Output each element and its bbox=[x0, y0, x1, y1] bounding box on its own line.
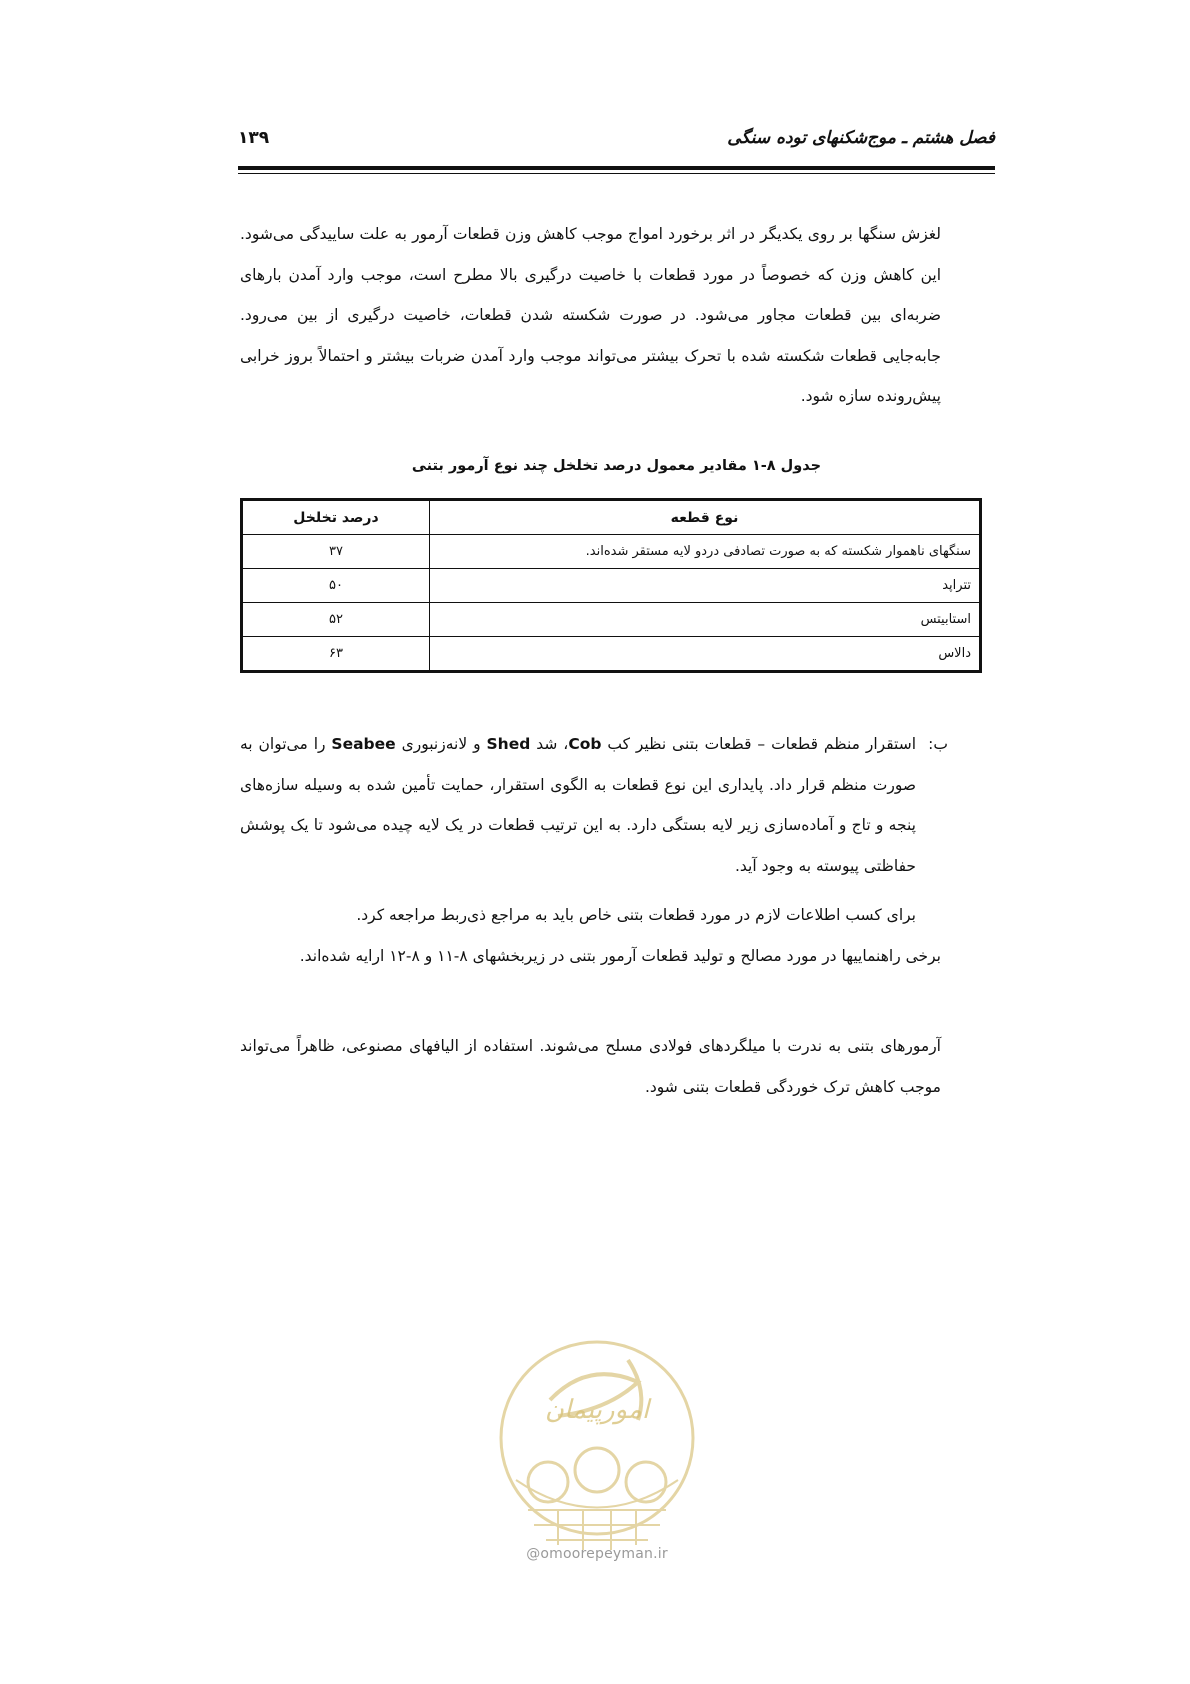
paragraph-guidance: برخی راهنماییها در مورد مصالح و تولید قطعات آرمور بتنی در زیربخشهای ۸-۱۱ و ۸-۱۲ ارایه شده‌اند. bbox=[299, 947, 941, 965]
page-number: ۱۳۹ bbox=[238, 128, 270, 148]
table-row bbox=[242, 637, 981, 672]
header-unit-type: نوع قطعه bbox=[430, 500, 981, 535]
table-header-row bbox=[242, 500, 981, 535]
paragraph-references: برای کسب اطلاعات لازم در مورد قطعات بتنی خاص باید به مراجع ذی‌ربط مراجعه کرد. bbox=[356, 906, 916, 924]
table-row bbox=[242, 535, 981, 569]
running-header bbox=[238, 128, 995, 158]
term-shed: Shed bbox=[486, 735, 531, 753]
table-row bbox=[242, 603, 981, 637]
header-rule-thick bbox=[238, 166, 995, 170]
paragraph-reinforcement: آرمورهای بتنی به ندرت با میلگردهای فولادی مسلح می‌شوند. استفاده از الیافهای مصنوعی، ظاهراً می‌تواند موجب کاهش ترک خوردگی قطعات بتنی شود. bbox=[240, 1037, 941, 1096]
list-marker-b: ب: bbox=[928, 735, 948, 753]
text-segment: ، شد bbox=[530, 735, 569, 753]
cell-porosity: ۶۳ bbox=[242, 637, 430, 672]
logo-lettering: امورپیمان bbox=[544, 1395, 650, 1425]
cell-unit-type: دالاس bbox=[430, 637, 981, 672]
cell-unit-type: استابیتس bbox=[430, 603, 981, 637]
table-caption: جدول ۸-۱ مقادیر معمول درصد تخلخل چند نوع آرمور بتنی bbox=[411, 458, 822, 474]
text-segment: و لانه‌زنبوری bbox=[395, 735, 487, 753]
term-seabee: Seabee bbox=[331, 735, 396, 753]
header-porosity: درصد تخلخل bbox=[242, 500, 430, 535]
chapter-title: فصل هشتم ـ موج‌شکنهای توده سنگی bbox=[727, 128, 995, 148]
term-cob: Cob bbox=[568, 735, 602, 753]
cell-porosity: ۳۷ bbox=[242, 535, 430, 569]
cell-unit-type: سنگهای ناهموار شکسته که به صورت تصادفی دردو لایه مستقر شده‌اند. bbox=[430, 535, 981, 569]
porosity-table bbox=[240, 498, 982, 673]
header-rule-thin bbox=[238, 173, 995, 174]
paragraph-regular-placement bbox=[240, 724, 916, 886]
gear-icon bbox=[528, 1448, 666, 1502]
cell-unit-type: تتراپد bbox=[430, 569, 981, 603]
cell-porosity: ۵۰ bbox=[242, 569, 430, 603]
text-segment: استقرار منظم قطعات – قطعات بتنی نظیر کب bbox=[601, 735, 917, 753]
watermark-site: @omoorepeyman.ir bbox=[526, 1546, 668, 1562]
table-row bbox=[242, 569, 981, 603]
watermark-logo bbox=[488, 1320, 706, 1580]
cell-porosity: ۵۲ bbox=[242, 603, 430, 637]
text-segment: را می‌توان به صورت منظم قرار داد. پایداری این نوع قطعات به الگوی استقرار، حمایت تأمین شده به وسیله سازه‌های پنجه و تاج و آماده‌سازی زیر لایه بستگی دارد. به این ترتیب قطعات در یک لایه چیده می‌شود تا یک پوشش حفاظتی پیوسته به وجود آید. bbox=[240, 735, 916, 875]
paragraph-abrasion: لغزش سنگها بر روی یکدیگر در اثر برخورد امواج موجب کاهش وزن قطعات آرمور به علت ساییدگی می‌شود. این کاهش وزن که خصوصاً در مورد قطعات با خاصیت درگیری بالا مطرح است، موجب وارد آمدن بارهای ضربه‌ای بین قطعات مجاور می‌شود. در صورت شکسته شدن قطعات، خاصیت درگیری از بین می‌رود. جابه‌جایی قطعات شکسته شده با تحرک بیشتر می‌تواند موجب وارد آمدن ضربات بیشتر و احتمالاً بروز خرابی پیش‌رونده سازه شود. bbox=[240, 225, 941, 405]
